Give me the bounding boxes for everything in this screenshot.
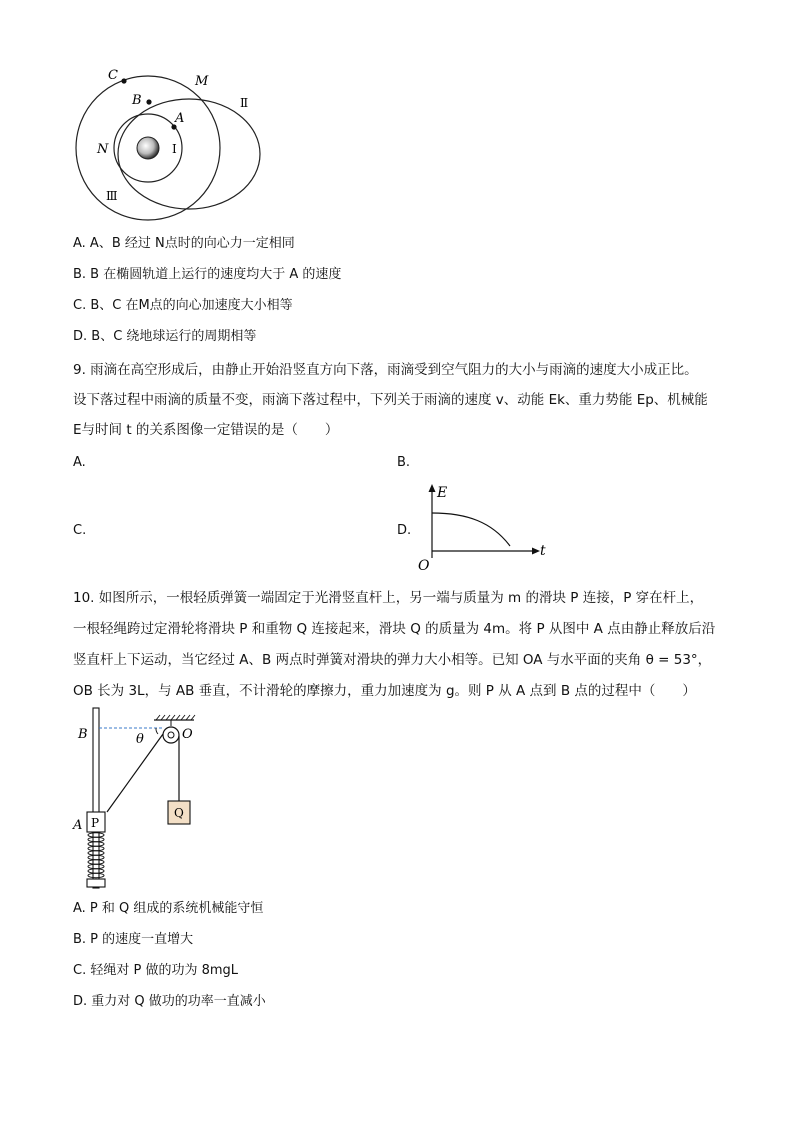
q10-stem-line-1: 10. 如图所示，一根轻质弹簧一端固定于光滑竖直杆上，另一端与质量为 m 的滑块 P 连接，P 穿在杆上， [73,590,704,606]
svg-text:Ⅰ: Ⅰ [172,142,177,156]
q8-option-d: D. B、C 绕地球运行的周期相等 [73,329,257,344]
q10-stem-line-4: OB 长为 3L，与 AB 垂直，不计滑轮的摩擦力，重力加速度为 g。则 P 从 A 点到 B 点的过程中（ ） [73,683,696,699]
q9-option-d-graph [412,482,562,574]
q10-option-a: A. P 和 Q 组成的系统机械能守恒 [73,901,264,916]
svg-text:P: P [91,816,100,830]
q8-option-c: C. B、C 在M点的向心加速度大小相等 [73,298,293,313]
q9-option-a-label: A. [73,455,86,470]
q9-stem-line-1: 9. 雨滴在高空形成后，由静止开始沿竖直方向下落，雨滴受到空气阻力的大小与雨滴的速度大小成正比。 [73,362,698,378]
q10-stem-line-2: 一根轻绳跨过定滑轮将滑块 P 和重物 Q 连接起来，滑块 Q 的质量为 4m。将 P 从图中 A 点由静止释放后沿 [73,621,716,637]
x-axis-arrow [532,548,540,555]
svg-text:M: M [195,74,209,89]
pulley-axle [168,732,174,738]
q9-stem-line-2: 设下落过程中雨滴的质量不变，雨滴下落过程中，下列关于雨滴的速度 v、动能 Ek、重力势能 Ep、机械能 [73,392,708,408]
svg-text:A: A [73,818,83,833]
svg-text:N: N [97,142,109,157]
svg-text:t: t [540,543,546,559]
q9-option-c-label: C. [73,523,87,538]
svg-text:Ⅱ: Ⅱ [240,96,249,110]
q9-stem-line-3: E与时间 t 的关系图像一定错误的是（ ） [73,422,339,438]
q9-option-b-label: B. [397,455,411,470]
vertical-rod [93,708,99,888]
q10-option-c: C. 轻绳对 P 做的功为 8mgL [73,963,239,978]
svg-text:A: A [175,111,185,126]
pulley [163,727,179,743]
svg-text:Ⅲ: Ⅲ [106,189,118,203]
svg-text:B: B [132,93,142,108]
y-axis-arrow [429,484,436,492]
point-C [121,78,126,83]
q10-stem-line-3: 竖直杆上下运动，当它经过 A、B 两点时弹簧对滑块的弹力大小相等。已知 OA 与水平面的夹角 θ = 53°， [73,652,712,668]
energy-curve [432,513,510,546]
svg-text:O: O [418,558,430,574]
svg-text:θ: θ [136,732,144,747]
q10-option-d: D. 重力对 Q 做功的功率一直减小 [73,994,266,1009]
svg-text:Q: Q [174,806,184,820]
angle-arc [156,728,158,734]
point-B [146,99,151,104]
q9-option-d-label: D. [397,523,412,538]
rope-to-p [107,734,163,812]
svg-text:O: O [182,727,193,742]
svg-text:E: E [437,485,448,501]
svg-text:B: B [78,727,88,742]
earth [137,137,159,159]
ceiling-hatch [156,715,195,720]
base-block [87,879,105,887]
q8-option-b: B. B 在椭圆轨道上运行的速度均大于 A 的速度 [73,267,342,282]
pulley-diagram [70,700,230,895]
q10-option-b: B. P 的速度一直增大 [73,932,194,947]
svg-text:C: C [108,68,118,83]
orbit-diagram [70,62,270,222]
q8-option-a: A. A、B 经过 N点时的向心力一定相同 [73,236,295,251]
